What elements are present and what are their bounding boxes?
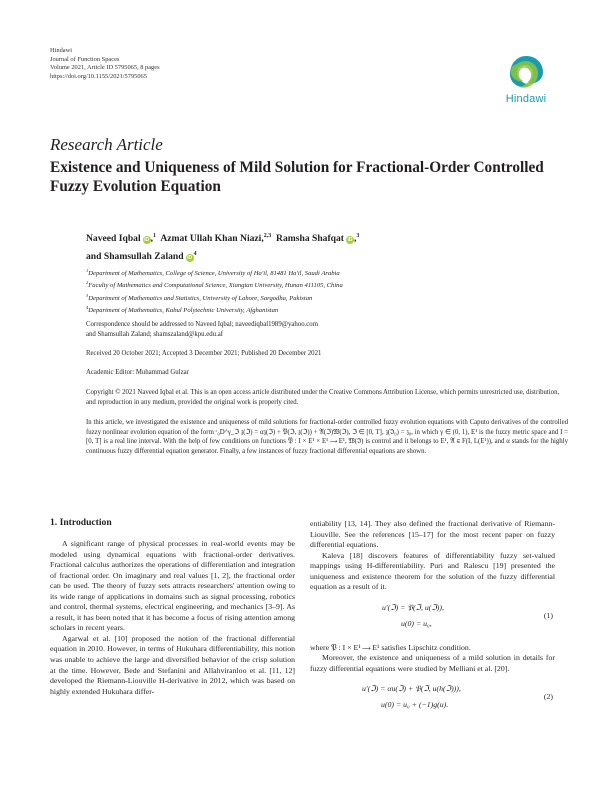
author-name[interactable]: Azmat Ullah Khan Niazi,: [160, 233, 264, 245]
article-dates: Received 20 October 2021; Accepted 3 December 2021; Published 20 December 2021: [86, 350, 322, 357]
journal-doi[interactable]: https://doi.org/10.1155/2021/5795065: [50, 72, 147, 80]
body-paragraph: A significant range of physical processes in real-world events may be modeled using dynamical equations with fractional-order derivatives. Fractional calculus authorizes the operations of differentiation and integration of fractional order. On imaginary and real values [1, 2], the fractional order can be used. The theory of fuzzy sets attracts researchers' attention owing to its wide range of applications in domains such as signal processing, robotics and control, thermal systems, electrical engineering, and mechanics [3–9]. As a result, it has been noted that it has become a focus of rising attention among scholars in recent years.: [50, 539, 295, 633]
correspondence-line[interactable]: and Shamsullah Zaland; shamszaland@kpu.edu.af: [86, 330, 224, 338]
author-affiliation-sup: 3: [356, 233, 360, 239]
right-column: [310, 519, 555, 724]
affiliation-sup: 4: [86, 305, 89, 311]
journal-volume: Volume 2021, Article ID 5795065, 8 pages: [50, 64, 160, 72]
journal-publisher: Hindawi: [50, 47, 73, 54]
author-name[interactable]: and Shamsullah Zaland: [86, 250, 184, 262]
orcid-icon[interactable]: iD: [187, 254, 193, 261]
affiliation-text: Department of Mathematics, Kabul Polytechnic University, Afghanistan: [88, 307, 279, 315]
affiliation-text: Department of Mathematics and Statistics, University of Lahore, Sargodha, Pakistan: [88, 294, 313, 302]
body-paragraph: where 𝔓 : I × E¹ ⟶ E¹ satisfies Lipschitz condition.: [310, 642, 471, 652]
copyright-notice: Copyright © 2021 Naveed Iqbal et al. This is an open access article distributed under the Creative Commons Attribution License, which permits unrestricted use, distribution, and reproduction in any medium, provided the original work is properly cited.: [86, 389, 560, 406]
journal-info: [50, 47, 160, 81]
body-paragraph: Kaleva [18] discovers features of differentiability fuzzy set-valued mappings using H-differentiability. Puri and Ralescu [19] presented the uniqueness and existence theorem for the solution of the fuzzy differential equation as a result of it.: [310, 550, 555, 592]
hindawi-logo-text: Hindawi: [505, 93, 547, 105]
affiliation-item: [86, 266, 556, 278]
body-paragraph: entiability [13, 14]. They also defined the fractional derivative of Riemann-Liouville. See the references [15–17] for the most recent paper on fuzzy differential equations.: [310, 519, 555, 550]
affiliation-sup: 2: [86, 280, 89, 286]
correspondence-line[interactable]: Correspondence should be addressed to Naveed Iqbal; naveediqbal1989@yahoo.com: [86, 321, 318, 328]
affiliation-item: [86, 278, 556, 290]
author-affiliation-sup: 2,3: [263, 233, 272, 239]
academic-editor: Academic Editor: Muhammad Gulzar: [86, 369, 189, 376]
equation-line: u(0) = u₀,: [401, 618, 432, 628]
author-name[interactable]: Ramsha Shafqat: [276, 233, 345, 245]
orcid-icon[interactable]: iD: [144, 237, 150, 244]
affiliation-item: [86, 291, 556, 303]
equation-number: (2): [543, 692, 553, 702]
section-title: 1. Introduction: [50, 517, 112, 528]
article-title: Existence and Uniqueness of Mild Solution for Fractional-Order Controlled Fuzzy Evolution Equation: [50, 159, 544, 195]
author-affiliation-sup: 4: [193, 250, 197, 257]
equation-2: [310, 678, 555, 720]
equation-line: u(0) = u₀ + (−1)g(u).: [381, 700, 449, 710]
body-paragraph: Agarwal et al. [10] proposed the notion of the fractional differential equation in 2010. However, in terms of Hukuhara differentiability, this notion was unable to achieve the large and diversified behavior of the crisp solution at the time. However, Bede and Stefanini and Allahviranloo et al. [11, 12] developed the Riemann-Liouville H-derivative in 2012, which was based on highly extended Hukuhara differ-: [50, 633, 295, 696]
equation-line: u′(ℑ) = 𝔓(ℑ, u(ℑ)),: [382, 602, 444, 612]
orcid-icon[interactable]: iD: [347, 237, 353, 244]
equation-1: [310, 597, 555, 639]
equation-number: (1): [543, 610, 553, 620]
body-paragraph: Moreover, the existence and uniqueness of a mild solution in details for fuzzy differential equations were studied by Melliani et al. [20].: [310, 653, 555, 673]
left-column: [50, 539, 295, 697]
affiliation-text: Department of Mathematics, College of Science, University of Ha'il, 81481 Ha'il, Saudi Arabia: [88, 270, 340, 278]
affiliation-sup: 1: [86, 268, 89, 273]
affiliations: [86, 266, 556, 316]
abstract: In this article, we investigated the existence and uniqueness of mild solutions for fractional-order controlled fuzzy evolution equations with Caputo derivatives of the controlled fuzzy nonlinear evolution equation of the form ᶜ₀D^γ_ℑ 𝔷(ℑ) = α𝔷(ℑ) + 𝔓(ℑ, 𝔷(ℑ)) + 𝔄(ℑ)𝔚(ℑ), ℑ ∈ [0, T], 𝔷(ℑ₀) = 𝔷₀, in which γ ∈ (0, 1), E¹ is the fuzzy metric space and I = [0, T] is a real line interval. With the help of few conditions on functions 𝔓 : I × E¹ × E¹ ⟶ E¹, 𝔚(ℑ) is control and it belongs to E¹, 𝔄 ∈ F(I, L(E¹)), and α stands for the highly continuous fuzzy differential equation generator. Finally, a few instances of fuzzy fractional differential equations are shown.: [86, 419, 568, 455]
author-affiliation-sup: 1: [153, 233, 157, 239]
article-type: Research Article: [50, 135, 163, 154]
affiliation-sup: 3: [86, 292, 89, 298]
equation-line: u′(ℑ) = αu(ℑ) + 𝔓(ℑ, u(h(ℑ))),: [362, 684, 461, 694]
correspondence: [86, 320, 566, 339]
author-list: Naveed Iqbal iD ,$^1$ Azmat Ullah Khan Niazi,$^{2,3}$ Ramsha Shafqat iD ,$^3$ and Shamsullah Zaland $iD^4$: [86, 233, 360, 262]
affiliation-text: Faculty of Mathematics and Computational Science, Xiangtan University, Hunan 411105, China: [88, 282, 343, 290]
affiliation-item: [86, 303, 556, 315]
journal-name: Journal of Function Spaces: [50, 55, 120, 63]
author-name[interactable]: Naveed Iqbal: [86, 233, 141, 245]
